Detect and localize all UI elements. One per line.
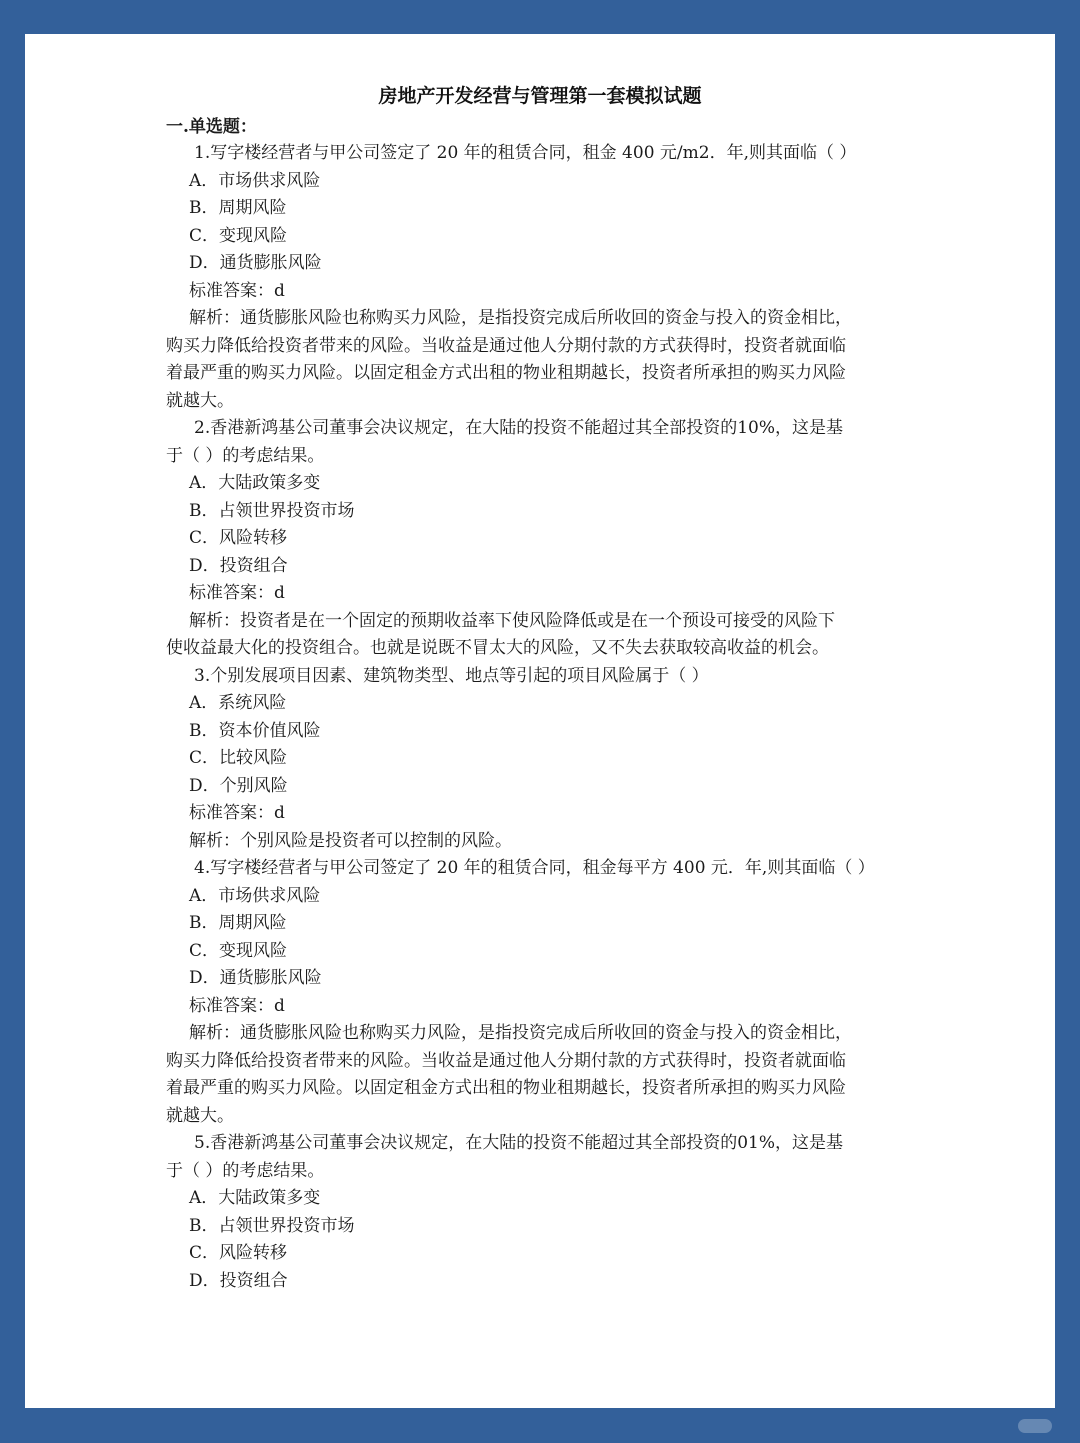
continuation-text: 就越大。 (166, 1105, 234, 1126)
standard-answer: 标准答案：d (189, 280, 285, 301)
answer-option: B．周期风险 (189, 198, 287, 218)
continuation-text: 购买力降低给投资者带来的风险。当收益是通过他人分期付款的方式获得时，投资者就面临 (166, 335, 846, 356)
standard-answer: 标准答案：d (189, 803, 285, 823)
continuation-text: 着最严重的购买力风险。以固定租金方式出租的物业租期越长，投资者所承担的购买力风险 (166, 1078, 846, 1098)
answer-option: B．周期风险 (189, 913, 287, 933)
explanation-text: 解析：投资者是在一个固定的预期收益率下使风险降低或是在一个预设可接受的风险下 (189, 610, 835, 631)
answer-option: B．占领世界投资市场 (189, 1215, 355, 1236)
question-text: 4.写字楼经营者与甲公司签定了 20 年的租赁合同，租金每平方 400 元．年,则其面临（ ） (194, 858, 875, 878)
answer-option: B．资本价值风险 (189, 720, 321, 741)
question-text: 1.写字楼经营者与甲公司签定了 20 年的租赁合同，租金 400 元/m2．年,则其面临（ ） (194, 143, 857, 163)
standard-answer: 标准答案：d (189, 583, 285, 603)
explanation-text: 解析：通货膨胀风险也称购买力风险，是指投资完成后所收回的资金与投入的资金相比， (189, 308, 852, 328)
page-title: 房地产开发经营与管理第一套模拟试题 (378, 85, 702, 107)
question-text: 2.香港新鸿基公司董事会决议规定，在大陆的投资不能超过其全部投资的10%，这是基 (194, 418, 844, 438)
answer-option: C．变现风险 (189, 940, 288, 961)
answer-option: C．变现风险 (189, 225, 288, 246)
question-list (166, 140, 906, 1295)
explanation-text: 解析：个别风险是投资者可以控制的风险。 (189, 830, 512, 851)
answer-option: D．个别风险 (189, 775, 288, 796)
section-heading: 一.单选题： (166, 117, 257, 137)
answer-option: D．投资组合 (189, 1270, 288, 1291)
answer-option: D．通货膨胀风险 (189, 968, 322, 988)
question-text: 3.个别发展项目因素、建筑物类型、地点等引起的项目风险属于（ ） (194, 665, 709, 686)
answer-option: D．投资组合 (189, 555, 288, 576)
answer-option: A．市场供求风险 (189, 885, 321, 906)
answer-option: C．风险转移 (189, 1243, 288, 1263)
continuation-text: 着最严重的购买力风险。以固定租金方式出租的物业租期越长，投资者所承担的购买力风险 (166, 363, 846, 383)
continuation-text: 于（ ）的考虑结果。 (166, 1160, 325, 1181)
answer-option: D．通货膨胀风险 (189, 253, 322, 273)
continuation-text: 购买力降低给投资者带来的风险。当收益是通过他人分期付款的方式获得时，投资者就面临 (166, 1050, 846, 1071)
answer-option: B．占领世界投资市场 (189, 500, 355, 521)
continuation-text: 就越大。 (166, 390, 234, 411)
standard-answer: 标准答案：d (189, 995, 285, 1016)
answer-option: A．大陆政策多变 (189, 473, 321, 493)
answer-option: C．风险转移 (189, 528, 288, 548)
answer-option: A．系统风险 (189, 693, 287, 713)
watermark-badge (1018, 1419, 1052, 1433)
answer-option: A．大陆政策多变 (189, 1188, 321, 1208)
explanation-text: 解析：通货膨胀风险也称购买力风险，是指投资完成后所收回的资金与投入的资金相比， (189, 1023, 852, 1043)
continuation-text: 使收益最大化的投资组合。也就是说既不冒太大的风险，又不失去获取较高收益的机会。 (166, 638, 829, 658)
question-text: 5.香港新鸿基公司董事会决议规定，在大陆的投资不能超过其全部投资的01%，这是基 (194, 1133, 844, 1153)
answer-option: A．市场供求风险 (189, 170, 321, 191)
continuation-text: 于（ ）的考虑结果。 (166, 445, 325, 466)
answer-option: C．比较风险 (189, 748, 288, 768)
